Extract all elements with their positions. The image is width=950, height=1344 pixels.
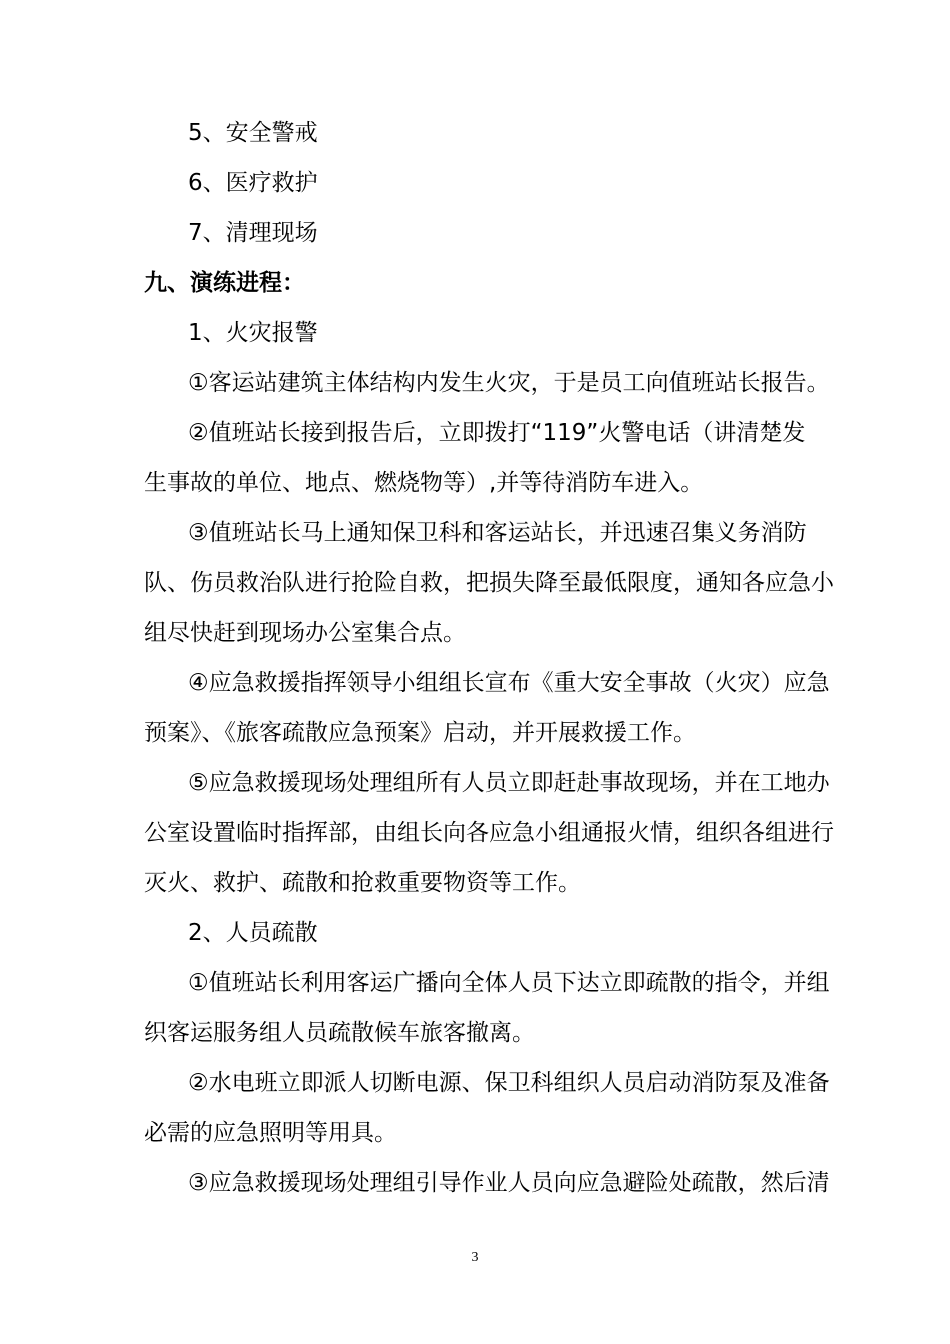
paragraph-line: 灭火、救护、疏散和抢救重要物资等工作。: [144, 870, 581, 896]
list-item-medical-aid: 6、医疗救护: [188, 170, 318, 196]
paragraph-line: ⑤应急救援现场处理组所有人员立即赶赴事故现场，并在工地办: [188, 770, 830, 796]
section-heading-drill-process: 九、演练进程：: [144, 270, 305, 296]
list-item-security-cordon: 5、安全警戒: [188, 120, 318, 146]
paragraph-line: 必需的应急照明等用具。: [144, 1120, 397, 1146]
paragraph-line: 队、伤员救治队进行抢险自救，把损失降至最低限度，通知各应急小: [144, 570, 834, 596]
paragraph-line: 公室设置临时指挥部，由组长向各应急小组通报火情，组织各组进行: [144, 820, 834, 846]
paragraph-line: 组尽快赶到现场办公室集合点。: [144, 620, 466, 646]
paragraph-line: ④应急救援指挥领导小组组长宣布《重大安全事故（火灾）应急: [188, 670, 830, 696]
paragraph-line: ②值班站长接到报告后，立即拨打“119”火警电话（讲清楚发: [188, 420, 806, 446]
subsection-heading-evacuation: 2、人员疏散: [188, 920, 318, 946]
paragraph-line: ①客运站建筑主体结构内发生火灾，于是员工向值班站长报告。: [188, 370, 830, 396]
paragraph-line: ③值班站长马上通知保卫科和客运站长，并迅速召集义务消防: [188, 520, 807, 546]
paragraph-line: ②水电班立即派人切断电源、保卫科组织人员启动消防泵及准备: [188, 1070, 830, 1096]
subsection-heading-fire-alarm: 1、火灾报警: [188, 320, 318, 346]
paragraph-line: 生事故的单位、地点、燃烧物等）,并等待消防车进入。: [144, 470, 704, 496]
list-item-clear-site: 7、清理现场: [188, 220, 318, 246]
paragraph-line: ①值班站长利用客运广播向全体人员下达立即疏散的指令，并组: [188, 970, 830, 996]
page-number: 3: [471, 1250, 479, 1265]
paragraph-line: 织客运服务组人员疏散候车旅客撤离。: [144, 1020, 535, 1046]
paragraph-line: ③应急救援现场处理组引导作业人员向应急避险处疏散，然后清: [188, 1170, 830, 1196]
paragraph-line: 预案》、《旅客疏散应急预案》启动，并开展救援工作。: [144, 720, 696, 746]
